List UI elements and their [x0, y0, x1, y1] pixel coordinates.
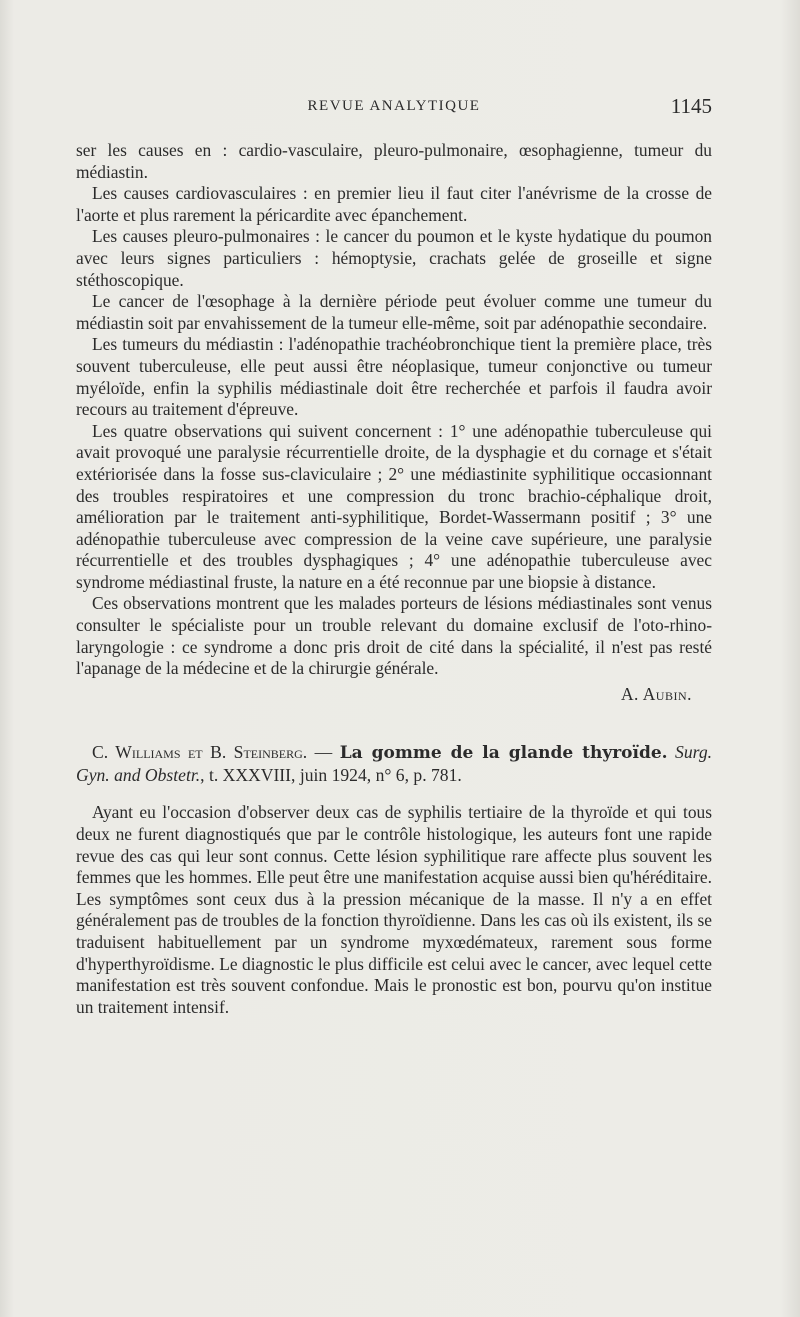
body-text [76, 140, 712, 1018]
review-aubin [76, 140, 712, 705]
running-title: REVUE ANALYTIQUE [307, 98, 481, 114]
journal-name: Surg. Gyn. and Obstetr. [76, 742, 713, 786]
page-header [76, 94, 712, 122]
citation-details: , t. XXXVIII, juin 1924, n° 6, p. 781. [200, 765, 462, 786]
article-authors: C. Williams et B. Steinberg. [92, 742, 308, 763]
paragraph: Les causes pleuro-pulmonaires : le cancer du poumon et le kyste hydatique du poumon avec leurs signes particuliers : hémoptysie, crachats gelée de groseille et signe stéthoscopique. [76, 226, 712, 290]
paragraph: Ayant eu l'occasion d'observer deux cas de syphilis tertiaire de la thyroïde et qui tous deux ne furent diagnostiqués que par le contrôle histologique, les auteurs font une rapide revue des cas qui leur sont connus. Cette lésion syphilitique rare affecte plus souvent les femmes que les hommes. Elle peut être une manifestation acquise aussi bien qu'héréditaire. Les symptômes sont ceux dus à la pression mécanique de la masse. Il n'y a en effet généralement pas de troubles de la fonction thyroïdienne. Dans les cas où ils existent, ils se traduisent habituellement par un syndrome myxœdémateux, rarement sous forme d'hyperthyroïdisme. Le diagnostic le plus difficile est celui avec le cancer, avec lequel cette manifestation est très souvent confondue. Mais le pronostic est bon, pourvu qu'on institue un traitement intensif. [76, 802, 712, 1017]
review-williams-steinberg [76, 741, 712, 1018]
review-signature: A. Aubin. [620, 683, 692, 704]
paragraph: ser les causes en : cardio-vasculaire, pleuro-pulmonaire, œsophagienne, tumeur du médiastin. [76, 140, 712, 182]
heading-dash: — [307, 742, 340, 763]
page-number: 1145 [670, 94, 712, 118]
paragraph: Les causes cardiovasculaires : en premier lieu il faut citer l'anévrisme de la crosse de l'aorte et plus rarement la péricardite avec épanchement. [76, 183, 712, 225]
paragraph: Le cancer de l'œsophage à la dernière période peut évoluer comme une tumeur du médiastin soit par envahissement de la tumeur elle-même, soit par adénopathie secondaire. [76, 291, 712, 333]
article-title: La gomme de la glande thyroïde. [339, 743, 668, 764]
paragraph: Les tumeurs du médiastin : l'adénopathie trachéobronchique tient la première place, très souvent tuberculeuse, elle peut aussi être néoplasique, tumeur conjonctive ou tumeur myéloïde, enfin la syphilis médiastinale doit être recherchée et parfois il faudra avoir recours au traitement d'épreuve. [76, 334, 712, 420]
paragraph: Ces observations montrent que les malades porteurs de lésions médiastinales sont venus consulter le spécialiste pour un trouble relevant du domaine exclusif de l'oto-rhino-laryngologie : ce syndrome a donc pris droit de cité dans la spécialité, il n'est pas resté l'apanage de la médecine et de la chirurgie générale. [76, 593, 712, 679]
paragraph: Les quatre observations qui suivent concernent : 1° une adénopathie tuberculeuse qui avait provoqué une paralysie récurrentielle droite, de la dysphagie et du cornage et s'était extériorisée dans la fosse sus-claviculaire ; 2° une médiastinite syphilitique occasionnant des troubles respiratoires et une compression du tronc brachio-céphalique droit, amélioration par le traitement anti-syphilitique, Bordet-Wassermann positif ; 3° une adénopathie tuberculeuse avec compression de la veine cave supérieure, une paralysie récurrentielle et des troubles dysphagiques ; 4° une adénopathie tuberculeuse avec syndrome médiastinal fruste, la nature en a été reconnue par une biopsie à distance. [76, 420, 712, 592]
article-heading [76, 741, 712, 786]
